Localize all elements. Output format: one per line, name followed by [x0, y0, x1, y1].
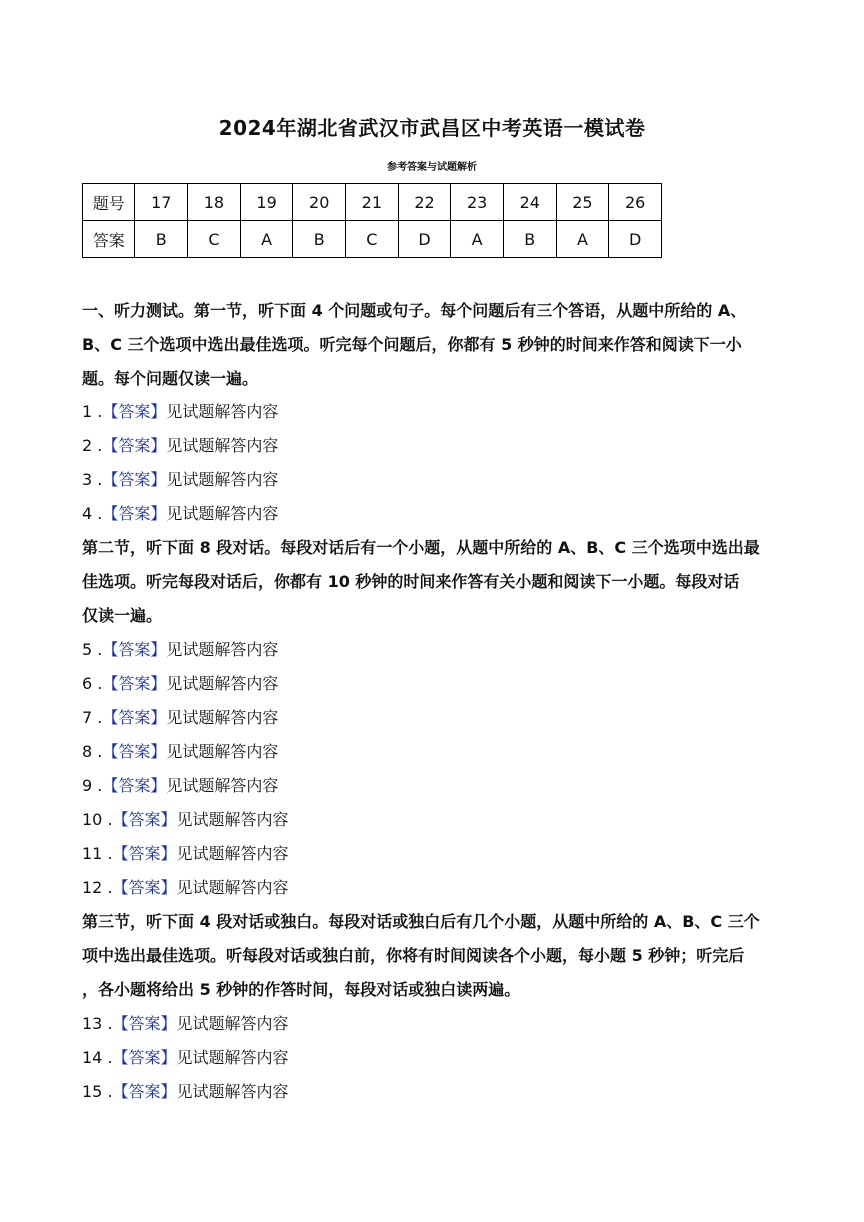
item-number: 4 .	[82, 504, 103, 523]
answer-cell: B	[293, 221, 346, 258]
section-heading	[82, 905, 784, 1007]
answer-tag: 【答案】	[102, 742, 167, 761]
answer-item	[82, 674, 278, 694]
answer-text: 见试题解答内容	[166, 436, 279, 455]
item-number: 14 .	[82, 1048, 113, 1067]
section-heading-line: 第二节，听下面 8 段对话。每段对话后有一个小题，从题中所给的 A、B、C 三个选项中选出最	[82, 538, 760, 557]
question-number-cell: 26	[609, 184, 662, 221]
section-heading-line: 第三节，听下面 4 段对话或独白。每段对话或独白后有几个小题，从题中所给的 A、B、C 三个	[82, 912, 760, 931]
section-heading-line: 项中选出最佳选项。听每段对话或独白前，你将有时间阅读各个小题，每小题 5 秒钟；听完后	[82, 946, 745, 965]
answer-item	[82, 1048, 289, 1068]
answer-tag: 【答案】	[102, 640, 167, 659]
answer-text: 见试题解答内容	[166, 402, 279, 421]
answer-cell: A	[451, 221, 504, 258]
item-number: 9 .	[82, 776, 103, 795]
answer-item	[82, 1082, 289, 1102]
question-number-cell: 18	[188, 184, 241, 221]
answer-item	[82, 810, 289, 830]
answer-row	[83, 221, 662, 258]
question-number-cell: 22	[398, 184, 451, 221]
answer-cell: B	[503, 221, 556, 258]
answer-cell: A	[556, 221, 609, 258]
answer-cell: A	[240, 221, 293, 258]
answer-item	[82, 470, 278, 490]
item-number: 1 .	[82, 402, 103, 421]
item-number: 3 .	[82, 470, 103, 489]
item-number: 15 .	[82, 1082, 113, 1101]
answer-item	[82, 402, 278, 422]
answer-cell: B	[135, 221, 188, 258]
section-heading-line: ，各小题将给出 5 秒钟的作答时间，每段对话或独白读两遍。	[82, 980, 521, 999]
answer-text: 见试题解答内容	[166, 470, 279, 489]
question-number-cell: 23	[451, 184, 504, 221]
answer-tag: 【答案】	[112, 878, 177, 897]
answer-tag: 【答案】	[102, 402, 167, 421]
answer-cell: C	[346, 221, 399, 258]
section-heading-line: 题。每个问题仅读一遍。	[82, 369, 259, 388]
answer-cell: C	[188, 221, 241, 258]
answer-tag: 【答案】	[102, 708, 167, 727]
answer-tag: 【答案】	[102, 674, 167, 693]
answer-text: 见试题解答内容	[176, 1048, 289, 1067]
item-number: 10 .	[82, 810, 113, 829]
answer-tag: 【答案】	[112, 810, 177, 829]
question-number-cell: 17	[135, 184, 188, 221]
section-heading	[82, 294, 784, 396]
item-number: 13 .	[82, 1014, 113, 1033]
question-number-cell: 25	[556, 184, 609, 221]
item-number: 8 .	[82, 742, 103, 761]
answer-text: 见试题解答内容	[176, 810, 289, 829]
answer-text: 见试题解答内容	[176, 878, 289, 897]
answer-text: 见试题解答内容	[166, 674, 279, 693]
section-heading-line: 一、听力测试。第一节，听下面 4 个问题或句子。每个问题后有三个答语，从题中所给的 A、	[82, 301, 747, 320]
answer-cell: D	[609, 221, 662, 258]
answer-text: 见试题解答内容	[166, 708, 279, 727]
answer-tag: 【答案】	[112, 844, 177, 863]
question-number-cell: 20	[293, 184, 346, 221]
answer-tag: 【答案】	[112, 1048, 177, 1067]
answer-key-table	[82, 183, 662, 258]
item-number: 2 .	[82, 436, 103, 455]
answer-header: 答案	[83, 221, 135, 258]
answer-tag: 【答案】	[102, 436, 167, 455]
answer-tag: 【答案】	[102, 470, 167, 489]
item-number: 7 .	[82, 708, 103, 727]
answer-item	[82, 844, 289, 864]
answer-item	[82, 878, 289, 898]
answer-item	[82, 1014, 289, 1034]
page-subtitle: 参考答案与试题解析	[387, 162, 477, 173]
answer-item	[82, 640, 278, 660]
question-number-header: 题号	[83, 184, 135, 221]
section-heading-line: B、C 三个选项中选出最佳选项。听完每个问题后，你都有 5 秒钟的时间来作答和阅读下一小	[82, 335, 742, 354]
answer-text: 见试题解答内容	[166, 776, 279, 795]
question-number-cell: 19	[240, 184, 293, 221]
item-number: 6 .	[82, 674, 103, 693]
item-number: 12 .	[82, 878, 113, 897]
question-number-row	[83, 184, 662, 221]
page-title: 2024年湖北省武汉市武昌区中考英语一模试卷	[218, 116, 646, 140]
item-number: 5 .	[82, 640, 103, 659]
answer-text: 见试题解答内容	[166, 742, 279, 761]
answer-cell: D	[398, 221, 451, 258]
answer-tag: 【答案】	[102, 776, 167, 795]
answer-text: 见试题解答内容	[176, 1014, 289, 1033]
section-heading-line: 佳选项。听完每段对话后，你都有 10 秒钟的时间来作答有关小题和阅读下一小题。每段对话	[82, 572, 740, 591]
item-number: 11 .	[82, 844, 113, 863]
answer-tag: 【答案】	[112, 1014, 177, 1033]
answer-item	[82, 504, 278, 524]
answer-text: 见试题解答内容	[166, 640, 279, 659]
answer-text: 见试题解答内容	[176, 1082, 289, 1101]
section-heading-line: 仅读一遍。	[82, 606, 163, 625]
question-number-cell: 21	[346, 184, 399, 221]
section-heading	[82, 531, 784, 633]
answer-tag: 【答案】	[112, 1082, 177, 1101]
answer-item	[82, 708, 278, 728]
answer-tag: 【答案】	[102, 504, 167, 523]
answer-text: 见试题解答内容	[176, 844, 289, 863]
question-number-cell: 24	[503, 184, 556, 221]
answer-text: 见试题解答内容	[166, 504, 279, 523]
answer-item	[82, 742, 278, 762]
answer-item	[82, 436, 278, 456]
answer-item	[82, 776, 278, 796]
